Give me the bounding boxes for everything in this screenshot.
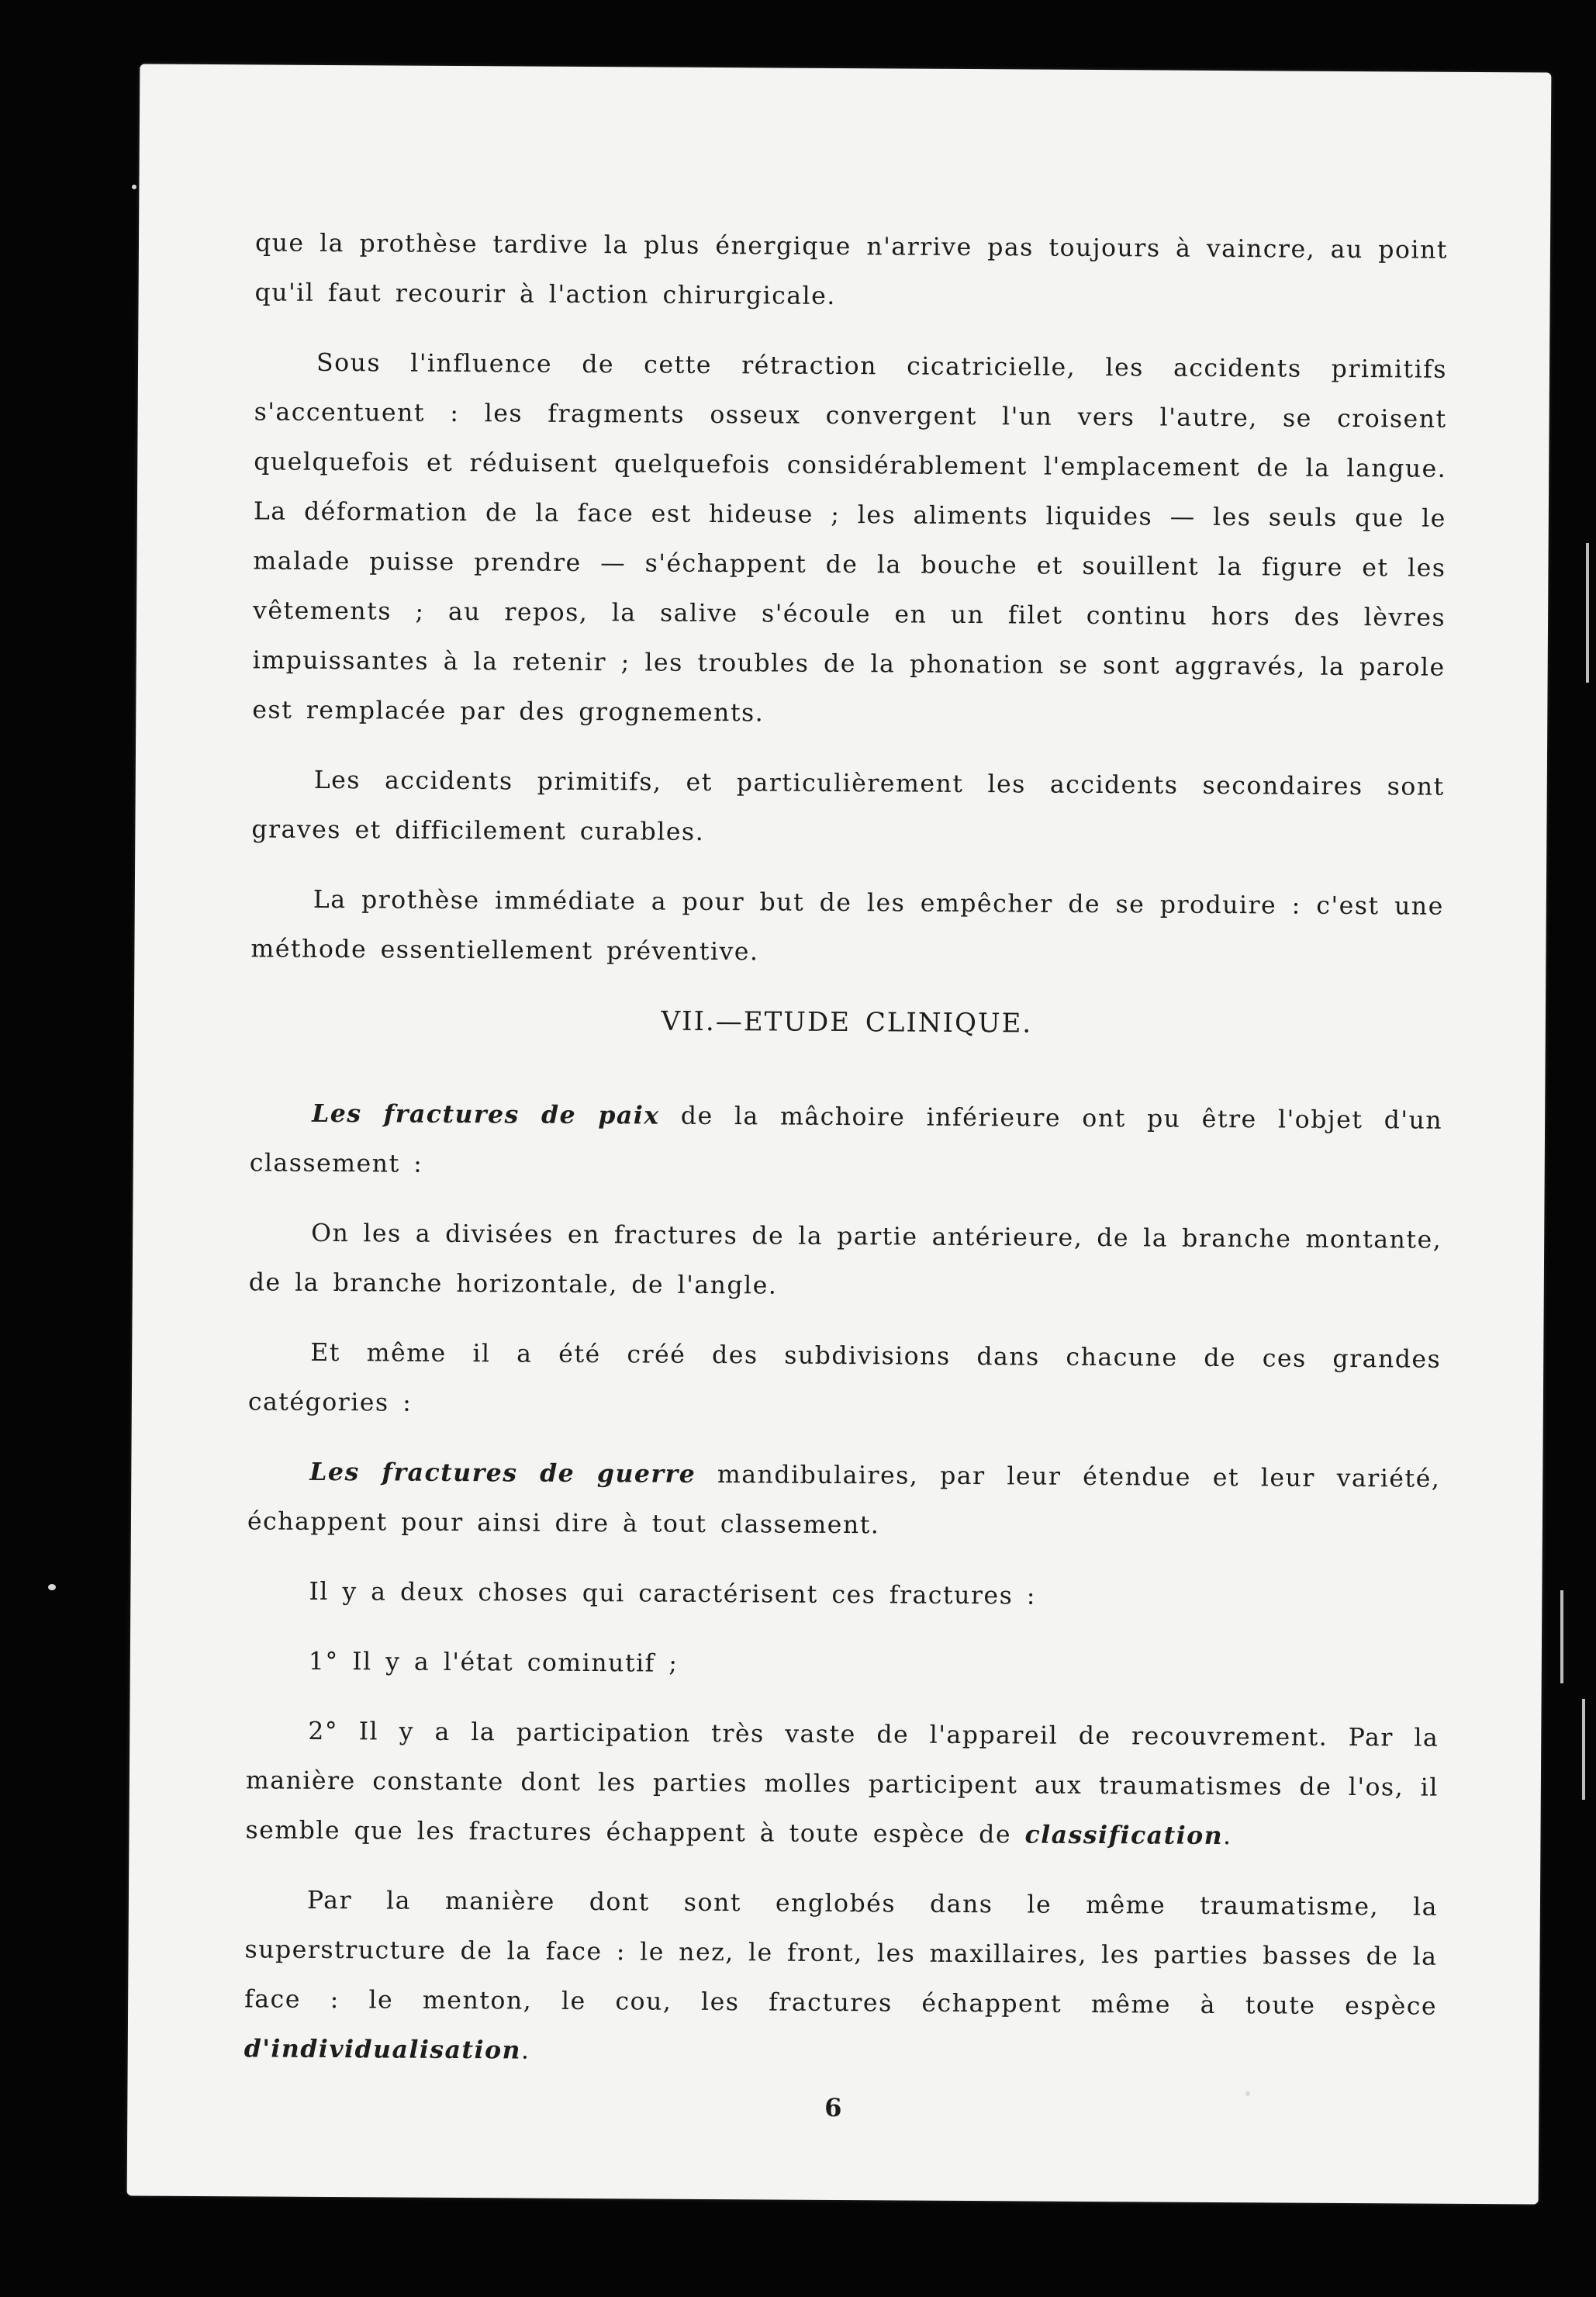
paragraph-8-text: mandibulaires, par leur étendue et leur variété, échappent pour ainsi dire à tout classement. <box>247 1460 1441 1540</box>
paragraph-1: que la prothèse tardive la plus énergique n'arrive pas toujours à vaincre, au point qu'il faut recourir à l'action chirurgicale. <box>254 229 1449 310</box>
page-text <box>244 218 1448 2101</box>
paragraph-12-end: . <box>520 2036 530 2065</box>
paragraph-11-end: . <box>1222 1822 1232 1851</box>
paragraph-11-italic: classification <box>1024 1820 1224 1851</box>
paragraph-7: Et même il a été créé des subdivisions dans chacune de ces grandes catégories : <box>247 1338 1442 1417</box>
paragraph-8 <box>247 1447 1441 1553</box>
paragraph-8-italic: Les fractures de guerre <box>309 1457 696 1489</box>
paragraph-4: La prothèse immédiate a pour but de les empêcher de se produire : c'est une méthode essentiellement préventive. <box>250 885 1444 967</box>
paragraph-10: 1° Il y a l'état cominutif ; <box>308 1647 679 1678</box>
scan-edge-mark <box>1586 543 1589 683</box>
paragraph-12-text: Par la manière dont sont englobés dans le même traumatisme, la superstructure de la face : le nez, le front, les maxillaires, les parties basses de la face : le menton, le cou, les fractures échappent même à toute espèce <box>244 1886 1439 2021</box>
paragraph-12 <box>244 1875 1439 2081</box>
paragraph-2: Sous l'influence de cette rétraction cicatricielle, les accidents primitifs s'accentuent : les fragments osseux convergent l'un vers l'autre, se croisent quelquefois et réduisent quelquefois considérablement l'emplacement de la langue. La déformation de la face est hideuse ; les aliments liquides — les seuls que le malade puisse prendre — s'échappent de la bouche et souillent la figure et les vêtements ; au repos, la salive s'écoule en un filet continu hors des lèvres impuissantes à la retenir ; les troubles de la phonation se sont aggravés, la parole est remplacée par des grognements. <box>252 348 1448 728</box>
paragraph-3: Les accidents primitifs, et particulièrement les accidents secondaires sont graves et difficilement curables. <box>251 766 1445 846</box>
scan-speck <box>132 185 136 189</box>
scan-speck <box>1245 2091 1250 2096</box>
page-number: 6 <box>824 2092 842 2123</box>
scan-speck <box>48 1584 56 1590</box>
paragraph-9: Il y a deux choses qui caractérisent ces fractures : <box>309 1577 1037 1610</box>
paragraph-6: On les a divisées en fractures de la partie antérieure, de la branche montante, de la branche horizontale, de l'angle. <box>248 1219 1442 1300</box>
paragraph-11 <box>245 1706 1439 1862</box>
paragraph-5-italic: Les fractures de paix <box>312 1098 660 1130</box>
paragraph-11-text: 2° Il y a la participation très vaste de l'appareil de recouvrement. Par la manière constante dont les parties molles participent aux traumatismes de l'os, il semble que les fractures échappent à toute espèce de <box>245 1717 1439 1849</box>
paragraph-5-text: de la mâchoire inférieure ont pu être l'objet d'un classement : <box>249 1102 1443 1178</box>
document-page <box>127 64 1552 2204</box>
scan-edge-mark <box>1560 1590 1563 1683</box>
paragraph-5 <box>250 1088 1443 1195</box>
section-heading: VII.—ETUDE CLINIQUE. <box>661 1005 1033 1040</box>
paragraph-12-italic: d'individualisation <box>244 2034 522 2065</box>
scan-edge-mark <box>1582 1699 1585 1800</box>
